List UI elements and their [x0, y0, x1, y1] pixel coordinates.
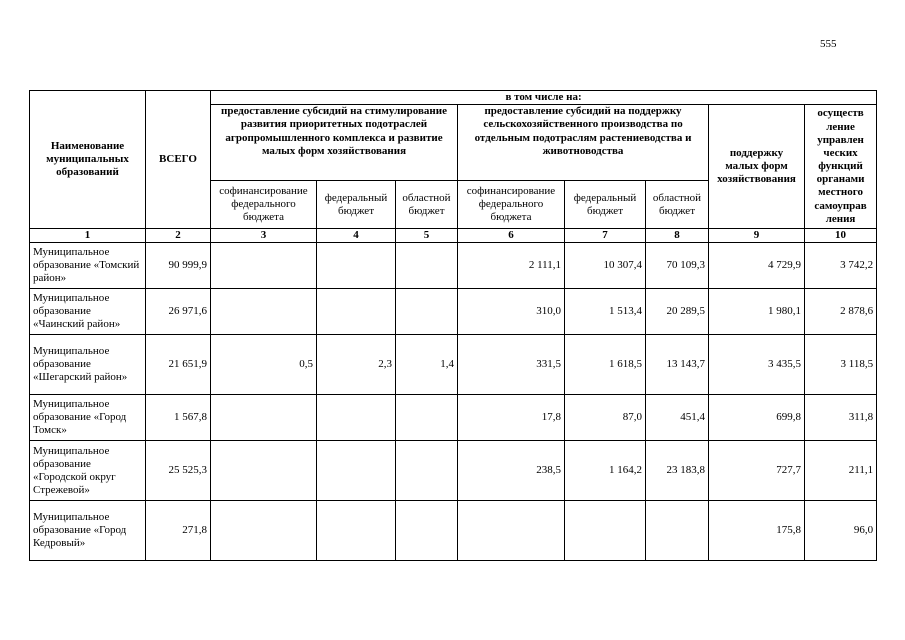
column-number: 6 — [458, 229, 565, 243]
column-number: 4 — [317, 229, 396, 243]
table-row — [30, 335, 877, 395]
cell-c4: 2,3 — [317, 335, 396, 395]
column-number: 3 — [211, 229, 317, 243]
cell-c5 — [396, 243, 458, 289]
cell-c8 — [646, 501, 709, 561]
cell-c6: 2 111,1 — [458, 243, 565, 289]
cell-c4 — [317, 289, 396, 335]
cell-total: 90 999,9 — [146, 243, 211, 289]
cell-c9: 1 980,1 — [709, 289, 805, 335]
municipality-name: Муниципальное образование «Город Томск» — [30, 395, 146, 441]
cell-total: 25 525,3 — [146, 441, 211, 501]
cell-c9: 727,7 — [709, 441, 805, 501]
header-total-col: ВСЕГО — [146, 91, 211, 229]
cell-c10: 2 878,6 — [805, 289, 877, 335]
column-number: 8 — [646, 229, 709, 243]
table-row — [30, 441, 877, 501]
cell-c9: 175,8 — [709, 501, 805, 561]
cell-c6 — [458, 501, 565, 561]
municipality-name: Муниципальное образование «Томский район» — [30, 243, 146, 289]
cell-c5 — [396, 441, 458, 501]
cell-c4 — [317, 501, 396, 561]
cell-c8: 20 289,5 — [646, 289, 709, 335]
cell-c6: 310,0 — [458, 289, 565, 335]
cell-c7 — [565, 501, 646, 561]
cell-c10: 311,8 — [805, 395, 877, 441]
cell-c10: 3 742,2 — [805, 243, 877, 289]
cell-c9: 3 435,5 — [709, 335, 805, 395]
header-sub-cofin-1: софинансирование федерального бюджета — [211, 181, 317, 229]
municipality-name: Муниципальное образование «Шегарский район» — [30, 335, 146, 395]
cell-c3 — [211, 441, 317, 501]
cell-c7: 10 307,4 — [565, 243, 646, 289]
header-sub-cofin-2: софинансирование федерального бюджета — [458, 181, 565, 229]
cell-total: 271,8 — [146, 501, 211, 561]
cell-c6: 238,5 — [458, 441, 565, 501]
cell-c3 — [211, 501, 317, 561]
cell-c3 — [211, 395, 317, 441]
municipality-name: Муниципальное образование «Город Кедровый» — [30, 501, 146, 561]
cell-c4 — [317, 243, 396, 289]
header-name-col: Наименование муниципальных образований — [30, 91, 146, 229]
cell-c6: 17,8 — [458, 395, 565, 441]
cell-c3 — [211, 243, 317, 289]
header-management: осуществ ление управлен ческих функций органами местного самоуправ ления — [805, 105, 877, 229]
table-row — [30, 501, 877, 561]
subsidy-table — [29, 90, 877, 561]
municipality-name: Муниципальное образование «Городской округ Стрежевой» — [30, 441, 146, 501]
column-number: 5 — [396, 229, 458, 243]
cell-total: 1 567,8 — [146, 395, 211, 441]
cell-c7: 87,0 — [565, 395, 646, 441]
cell-c7: 1 618,5 — [565, 335, 646, 395]
cell-c8: 451,4 — [646, 395, 709, 441]
header-small-farms: поддержку малых форм хозяйствования — [709, 105, 805, 229]
cell-c5 — [396, 289, 458, 335]
column-number: 1 — [30, 229, 146, 243]
municipality-name: Муниципальное образование «Чаинский район» — [30, 289, 146, 335]
cell-total: 21 651,9 — [146, 335, 211, 395]
cell-c8: 13 143,7 — [646, 335, 709, 395]
page-number: 555 — [820, 38, 837, 50]
cell-c8: 70 109,3 — [646, 243, 709, 289]
cell-c7: 1 513,4 — [565, 289, 646, 335]
header-sub-federal-1: федеральный бюджет — [317, 181, 396, 229]
table-row — [30, 395, 877, 441]
header-including: в том числе на: — [211, 91, 877, 105]
cell-c5: 1,4 — [396, 335, 458, 395]
cell-c10: 3 118,5 — [805, 335, 877, 395]
header-sub-regional-1: областной бюджет — [396, 181, 458, 229]
cell-c5 — [396, 501, 458, 561]
cell-c4 — [317, 441, 396, 501]
column-number: 2 — [146, 229, 211, 243]
header-sub-regional-2: областной бюджет — [646, 181, 709, 229]
cell-c3 — [211, 289, 317, 335]
cell-c9: 699,8 — [709, 395, 805, 441]
cell-c10: 96,0 — [805, 501, 877, 561]
cell-total: 26 971,6 — [146, 289, 211, 335]
column-number: 10 — [805, 229, 877, 243]
column-number: 9 — [709, 229, 805, 243]
cell-c7: 1 164,2 — [565, 441, 646, 501]
header-sub-federal-2: федеральный бюджет — [565, 181, 646, 229]
cell-c3: 0,5 — [211, 335, 317, 395]
header-group-production: предоставление субсидий на поддержку сельскохозяйственного производства по отдельным подотраслям растениеводства и животноводства — [458, 105, 709, 181]
column-number: 7 — [565, 229, 646, 243]
cell-c8: 23 183,8 — [646, 441, 709, 501]
table-row — [30, 243, 877, 289]
cell-c5 — [396, 395, 458, 441]
table-row — [30, 289, 877, 335]
cell-c4 — [317, 395, 396, 441]
cell-c10: 211,1 — [805, 441, 877, 501]
header-group-stimulation: предоставление субсидий на стимулирование развития приоритетных подотраслей агропромышленного комплекса и развитие малых форм хозяйствования — [211, 105, 458, 181]
cell-c6: 331,5 — [458, 335, 565, 395]
column-number-row — [30, 229, 877, 243]
cell-c9: 4 729,9 — [709, 243, 805, 289]
